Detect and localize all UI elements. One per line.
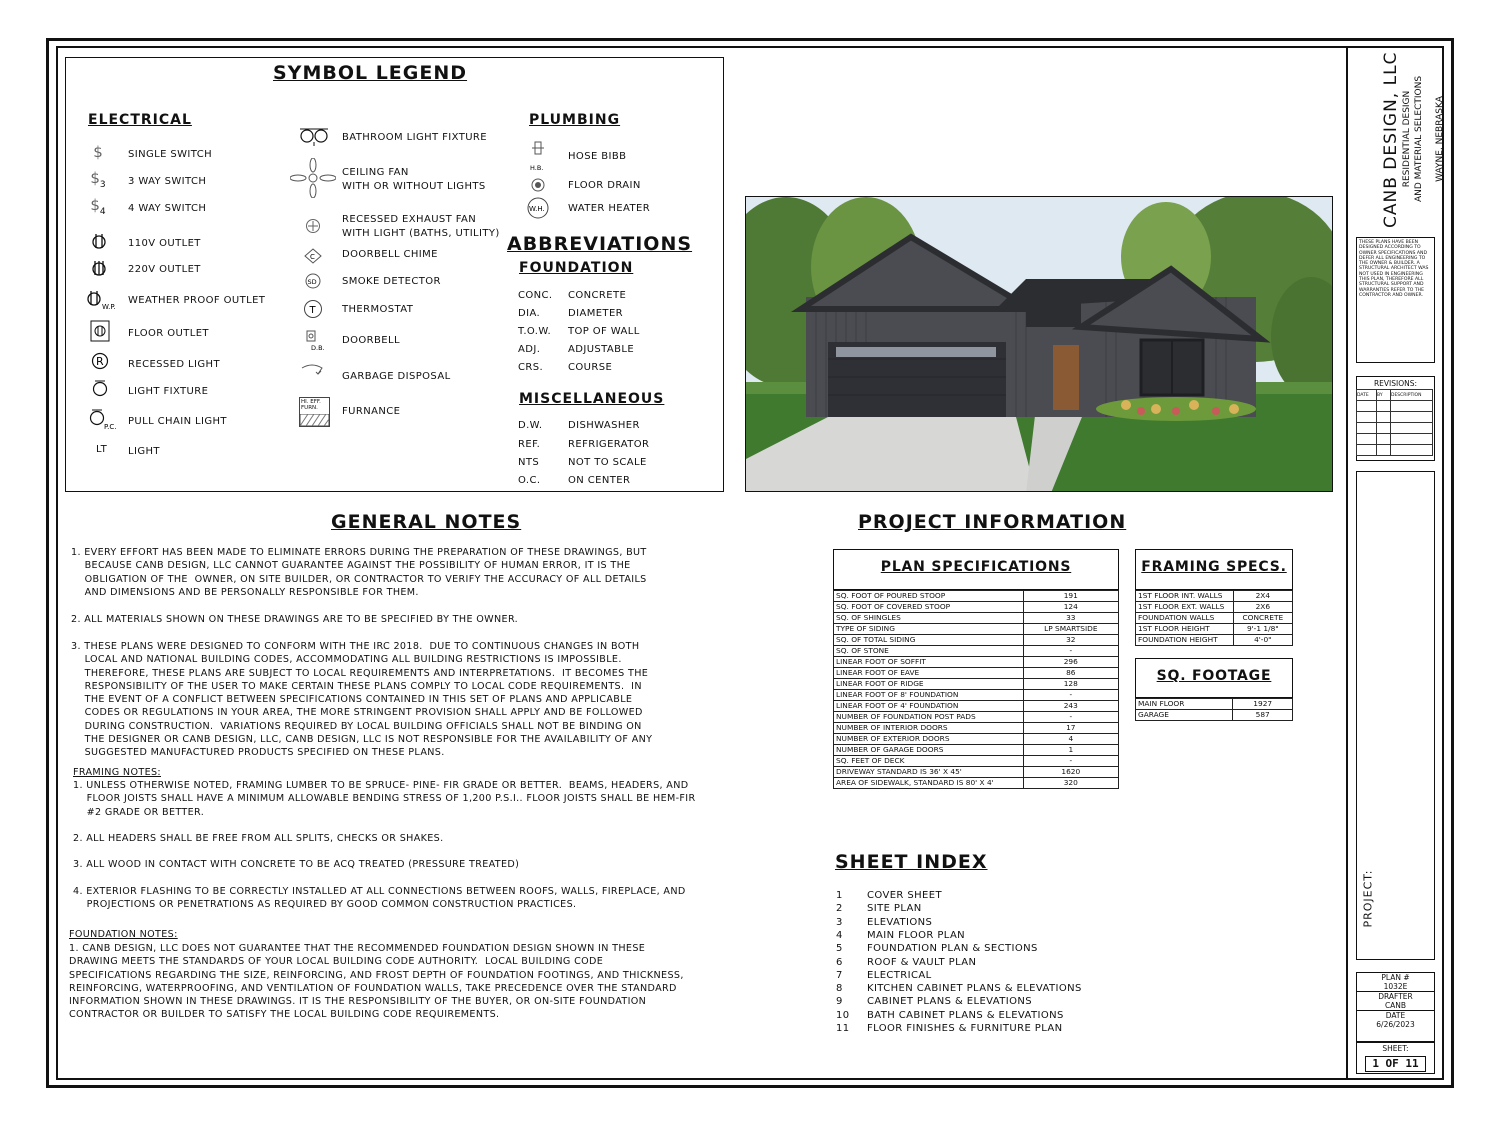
- spec-row: [1136, 635, 1293, 646]
- company-tagline-1: RESIDENTIAL DESIGN: [1402, 90, 1412, 188]
- abbr: D.W.: [518, 420, 543, 431]
- spec-label: NUMBER OF INTERIOR DOORS: [834, 723, 1024, 734]
- spec-value: 320: [1023, 778, 1118, 789]
- sheet-index-number: 8: [836, 983, 843, 995]
- spec-row: [834, 624, 1119, 635]
- company-name: CANB DESIGN, LLC: [1381, 51, 1401, 228]
- legend-label: HOSE BIBB: [568, 151, 627, 162]
- spec-label: LINEAR FOOT OF SOFFIT: [834, 657, 1024, 668]
- spec-row: [1136, 624, 1293, 635]
- disclaimer-text: THESE PLANS HAVE BEEN DESIGNED ACCORDING TO OWNER SPECIFICATIONS AND DEFER ALL ENGINEERING TO THE OWNER & BUILDER. A STRUCTURAL ARCHITECT WAS NOT USED IN ENGINEERING THIS PLAN, THEREFORE ALL STRUCTURAL SUPPORT AND WARRANTIES REFER TO THE CONTRACTOR AND OWNER.: [1359, 240, 1429, 298]
- spec-row: [834, 613, 1119, 624]
- legend-label: FURNANCE: [342, 406, 401, 417]
- spec-value: 1927: [1233, 699, 1293, 710]
- legend-label: RECESSED EXHAUST FAN WITH LIGHT (BATHS, UTILITY): [342, 214, 500, 239]
- legend-label: FLOOR OUTLET: [128, 328, 209, 339]
- sheet-index-number: 10: [836, 1009, 850, 1021]
- legend-label: 110V OUTLET: [128, 238, 201, 249]
- framing-note-1: 1. UNLESS OTHERWISE NOTED, FRAMING LUMBER TO BE SPRUCE- PINE- FIR GRADE OR BETTER. BEAMS, HEADERS, AND FLOOR JOISTS SHALL HAVE A MINIMUM ALLOWABLE BENDING STRESS OF 1,200 P.S.I.. FLOOR JOISTS SHALL BE HEM-FIR #2 GRADE OR BETTER.: [73, 780, 696, 818]
- abbr-full: ON CENTER: [568, 475, 631, 486]
- spec-row: [834, 712, 1119, 723]
- water-heater-icon: [524, 197, 552, 219]
- svg-text:P.C.: P.C.: [104, 423, 117, 431]
- sheet-number-box: [1356, 1042, 1435, 1074]
- framing-note-2: 2. ALL HEADERS SHALL BE FREE FROM ALL SPLITS, CHECKS OR SHAKES.: [73, 833, 444, 844]
- four-way-switch-icon: $\$_4$: [90, 196, 106, 217]
- abbr-full: ADJUSTABLE: [568, 344, 635, 355]
- spec-label: SQ. OF TOTAL SIDING: [834, 635, 1024, 646]
- single-switch-icon: $: [93, 143, 103, 161]
- legend-label: LIGHT FIXTURE: [128, 386, 209, 397]
- legend-label: FLOOR DRAIN: [568, 180, 641, 191]
- spec-row: [834, 745, 1119, 756]
- spec-row: [1136, 591, 1293, 602]
- legend-label: PULL CHAIN LIGHT: [128, 416, 227, 427]
- drafter-value: CANB: [1357, 1001, 1434, 1011]
- spec-row: [834, 657, 1119, 668]
- svg-text:W.H.: W.H.: [529, 205, 545, 213]
- sheet-index-title-item: SITE PLAN: [867, 903, 922, 915]
- sheet-index-title-item: BATH CABINET PLANS & ELEVATIONS: [867, 1009, 1064, 1021]
- abbr-full: CONCRETE: [568, 290, 627, 301]
- spec-label: LINEAR FOOT OF EAVE: [834, 668, 1024, 679]
- legend-label: CEILING FAN WITH OR WITHOUT LIGHTS: [342, 167, 486, 192]
- spec-label: TYPE OF SIDING: [834, 624, 1024, 635]
- furnace-icon: [299, 397, 330, 427]
- spec-row: [834, 756, 1119, 767]
- spec-value: 32: [1023, 635, 1118, 646]
- spec-label: NUMBER OF GARAGE DOORS: [834, 745, 1024, 756]
- framing-specs-title: FRAMING SPECS.: [1135, 549, 1293, 590]
- sheet-index-title-item: MAIN FLOOR PLAN: [867, 929, 966, 941]
- spec-value: 4'-0": [1233, 635, 1292, 646]
- 110v-outlet-icon: [90, 232, 108, 250]
- title-block-divider: [1346, 46, 1348, 1080]
- legend-label: GARBAGE DISPOSAL: [342, 371, 451, 382]
- abbreviations-title: ABBREVIATIONS: [507, 233, 693, 255]
- legend-label: SINGLE SWITCH: [128, 149, 213, 160]
- svg-text:SD: SD: [307, 278, 317, 286]
- spec-value: 9'-1 1/8": [1233, 624, 1292, 635]
- svg-text:T: T: [309, 305, 316, 316]
- rev-col-by: BY: [1377, 390, 1391, 401]
- light-fixture-icon: [91, 379, 109, 397]
- spec-value: LP SMARTSIDE: [1023, 624, 1118, 635]
- legend-label: DOORBELL: [342, 335, 400, 346]
- spec-label: LINEAR FOOT OF 4' FOUNDATION: [834, 701, 1024, 712]
- spec-label: GARAGE: [1136, 710, 1233, 721]
- abbr-full: COURSE: [568, 362, 613, 373]
- spec-value: 4: [1023, 734, 1118, 745]
- svg-text:H.B.: H.B.: [530, 164, 544, 172]
- abbr: NTS: [518, 457, 540, 468]
- spec-row: [1136, 699, 1293, 710]
- rev-col-date: DATE: [1357, 390, 1377, 401]
- spec-row: [834, 723, 1119, 734]
- legend-label: 220V OUTLET: [128, 264, 201, 275]
- thermostat-icon: [303, 299, 323, 319]
- spec-label: NUMBER OF FOUNDATION POST PADS: [834, 712, 1024, 723]
- house-rendering: [745, 196, 1333, 492]
- spec-label: SQ. OF SHINGLES: [834, 613, 1024, 624]
- three-way-switch-icon: $\$_3$: [90, 169, 106, 190]
- sheet-index-number: 6: [836, 956, 843, 968]
- drafter-label: DRAFTER: [1378, 992, 1413, 1001]
- sheet-index-title-item: CABINET PLANS & ELEVATIONS: [867, 996, 1033, 1008]
- spec-row: [834, 734, 1119, 745]
- abbr: O.C.: [518, 475, 541, 486]
- legend-label: THERMOSTAT: [342, 304, 414, 315]
- spec-value: 296: [1023, 657, 1118, 668]
- company-block: [1355, 51, 1445, 234]
- spec-row: [834, 767, 1119, 778]
- spec-row: [1136, 710, 1293, 721]
- svg-text:R: R: [96, 355, 104, 368]
- spec-value: -: [1023, 646, 1118, 657]
- doorbell-chime-icon: [304, 248, 322, 264]
- legend-label: WEATHER PROOF OUTLET: [128, 295, 266, 306]
- rev-col-description: DESCRIPTION: [1391, 390, 1433, 401]
- spec-row: [834, 701, 1119, 712]
- spec-label: 1ST FLOOR INT. WALLS: [1136, 591, 1234, 602]
- revisions-table: [1356, 389, 1433, 456]
- smoke-detector-icon: [304, 273, 322, 289]
- company-location: WAYNE, NEBRASKA: [1435, 96, 1445, 182]
- spec-label: SQ. FOOT OF POURED STOOP: [834, 591, 1024, 602]
- foundation-abbr-heading: FOUNDATION: [519, 260, 634, 276]
- hose-bibb-icon: [528, 140, 550, 172]
- pull-chain-light-icon: [86, 407, 124, 431]
- doorbell-icon: [304, 329, 330, 353]
- abbr: REF.: [518, 439, 541, 450]
- plan-number-value: 1032E: [1357, 982, 1434, 992]
- abbr: CONC.: [518, 290, 553, 301]
- sheet-index-title: SHEET INDEX: [835, 851, 988, 873]
- spec-value: 2X6: [1233, 602, 1292, 613]
- spec-label: SQ. OF STONE: [834, 646, 1024, 657]
- date-value: 6/26/2023: [1376, 1020, 1415, 1029]
- bathroom-light-icon: [298, 126, 330, 148]
- spec-label: 1ST FLOOR EXT. WALLS: [1136, 602, 1234, 613]
- 220v-outlet-icon: [90, 259, 108, 277]
- svg-text:W.P.: W.P.: [102, 303, 116, 310]
- sheet-index-number: 7: [836, 969, 843, 981]
- plan-specifications-table: [833, 590, 1119, 789]
- legend-label: 3 WAY SWITCH: [128, 176, 207, 187]
- sheet-index-title-item: ELECTRICAL: [867, 969, 932, 981]
- abbr-full: TOP OF WALL: [568, 326, 640, 337]
- floor-drain-icon: [531, 178, 545, 192]
- spec-value: 124: [1023, 602, 1118, 613]
- plumbing-heading: PLUMBING: [529, 112, 621, 128]
- abbr: T.O.W.: [518, 326, 552, 337]
- sheet-index-number: 2: [836, 903, 843, 915]
- abbr: DIA.: [518, 308, 541, 319]
- sheet-index-title-item: COVER SHEET: [867, 890, 942, 901]
- light-lt-symbol: LT: [96, 444, 108, 455]
- misc-abbr-heading: MISCELLANEOUS: [519, 391, 665, 407]
- foundation-note-1: 1. CANB DESIGN, LLC DOES NOT GUARANTEE THAT THE RECOMMENDED FOUNDATION DESIGN SHOWN IN THESE DRAWING MEETS THE STANDARDS OF YOUR LOCAL BUILDING CODE AUTHORITY. LOCAL BUILDING CODE SPECIFICATIONS REGARDING THE SIZE, REINFORCING, AND FROST DEPTH OF FOUNDATION FOOTINGS, AND THICKNESS, REINFORCING, WATERPROOFING, AND VENTILATION OF FOUNDATION WALLS, TAKE PRECEDENCE OVER THE STANDARD INFORMATION SHOWN IN THESE DRAWINGS. IT IS THE RESPONSIBILITY OF THE BUYER, OR ON-SITE FOUNDATION CONTRACTOR OR BUILDER TO SATISFY THE LOCAL BUILDING CODE REQUIREMENTS.: [69, 943, 684, 1021]
- revisions-label: REVISIONS:: [1373, 379, 1418, 388]
- legend-label: 4 WAY SWITCH: [128, 203, 207, 214]
- symbol-legend-title: SYMBOL LEGEND: [273, 62, 468, 84]
- foundation-notes-heading: FOUNDATION NOTES:: [69, 929, 178, 940]
- legend-label: BATHROOM LIGHT FIXTURE: [342, 132, 487, 143]
- spec-label: 1ST FLOOR HEIGHT: [1136, 624, 1234, 635]
- spec-value: -: [1023, 690, 1118, 701]
- framing-note-3: 3. ALL WOOD IN CONTACT WITH CONCRETE TO BE ACQ TREATED (PRESSURE TREATED): [73, 859, 520, 870]
- framing-note-4: 4. EXTERIOR FLASHING TO BE CORRECTLY INSTALLED AT ALL CONNECTIONS BETWEEN ROOFS, WALLS, FIREPLACE, AND PROJECTIONS OR PENETRATIONS AS REQUIRED BY GOOD COMMON CONSTRUCTION PRACTICES.: [73, 886, 686, 911]
- sheet-index-title-item: ELEVATIONS: [867, 916, 933, 928]
- spec-value: 128: [1023, 679, 1118, 690]
- spec-value: 86: [1023, 668, 1118, 679]
- exhaust-fan-icon: [305, 218, 321, 234]
- spec-label: SQ. FOOT OF COVERED STOOP: [834, 602, 1024, 613]
- sheet-index-number: 5: [836, 943, 843, 955]
- spec-value: 587: [1233, 710, 1293, 721]
- spec-value: CONCRETE: [1233, 613, 1292, 624]
- spec-row: [834, 679, 1119, 690]
- legend-label: WATER HEATER: [568, 203, 651, 214]
- sq-footage-table: [1135, 698, 1293, 721]
- plan-info-box: [1356, 972, 1435, 1042]
- spec-value: -: [1023, 756, 1118, 767]
- plan-specifications-title: PLAN SPECIFICATIONS: [833, 549, 1119, 590]
- abbr-full: NOT TO SCALE: [568, 457, 647, 468]
- spec-row: [834, 591, 1119, 602]
- spec-value: 33: [1023, 613, 1118, 624]
- sheet-index-title-item: KITCHEN CABINET PLANS & ELEVATIONS: [867, 983, 1082, 995]
- plan-number-label: PLAN #: [1381, 973, 1410, 982]
- floor-outlet-icon: [90, 320, 110, 342]
- recessed-light-icon: [91, 352, 109, 370]
- spec-row: [834, 690, 1119, 701]
- legend-label: LIGHT: [128, 446, 160, 457]
- electrical-heading: ELECTRICAL: [88, 112, 192, 128]
- spec-value: 2X4: [1233, 591, 1292, 602]
- note-2: 2. ALL MATERIALS SHOWN ON THESE DRAWINGS ARE TO BE SPECIFIED BY THE OWNER.: [71, 614, 519, 625]
- spec-value: 243: [1023, 701, 1118, 712]
- abbr-full: DISHWASHER: [568, 420, 640, 431]
- general-notes-title: GENERAL NOTES: [331, 511, 522, 533]
- project-information-title: PROJECT INFORMATION: [858, 511, 1127, 533]
- abbr-full: DIAMETER: [568, 308, 624, 319]
- sheet-index-number: 3: [836, 916, 843, 928]
- framing-specs-table: [1135, 590, 1293, 646]
- sheet-index-number: 11: [836, 1023, 850, 1034]
- weather-proof-outlet-icon: [84, 288, 122, 310]
- svg-text:C: C: [310, 253, 315, 261]
- spec-value: 17: [1023, 723, 1118, 734]
- abbr: ADJ.: [518, 344, 541, 355]
- spec-label: LINEAR FOOT OF RIDGE: [834, 679, 1024, 690]
- furnace-symbol-text: HI. EFF. FURN.: [301, 399, 321, 411]
- sheet-index-number: 4: [836, 929, 843, 941]
- spec-value: 1: [1023, 745, 1118, 756]
- sheet-index-number: 9: [836, 996, 843, 1008]
- project-box: [1356, 471, 1435, 960]
- ceiling-fan-icon: [290, 158, 336, 198]
- spec-label: SQ. FEET OF DECK: [834, 756, 1024, 767]
- sheet-index-number: 1: [836, 890, 843, 901]
- project-label: PROJECT:: [1361, 869, 1375, 928]
- sheet-value: 1 OF 11: [1365, 1056, 1426, 1072]
- spec-value: 191: [1023, 591, 1118, 602]
- company-tagline-2: AND MATERIAL SELECTIONS: [1414, 75, 1424, 203]
- disclaimer-box: [1356, 237, 1435, 363]
- disposal-icon: [300, 362, 328, 380]
- sheet-index-title-item: FOUNDATION PLAN & SECTIONS: [867, 943, 1038, 955]
- spec-row: [834, 602, 1119, 613]
- note-3: 3. THESE PLANS WERE DESIGNED TO CONFORM WITH THE IRC 2018. DUE TO CONTINUOUS CHANGES IN BOTH LOCAL AND NATIONAL BUILDING CODES, ACCOMMODATING ALL BUILDING RESTRICTIONS IS IMPOSSIBLE. THEREFORE, THESE PLANS ARE SUBJECT TO LOCAL REQUIREMENTS AND INTERPRETATIONS. IT BECOMES THE RESPONSIBILITY OF THE USER TO MAKE CERTAIN THESE PLANS COMPLY TO LOCAL CODE REQUIREMENTS. IN THE EVENT OF A CONFLICT BETWEEN SPECIFICATIONS CONTAINED IN THIS SET OF PLANS AND APPLICABLE CODES OR REGULATIONS IN YOUR AREA, THE MORE STRINGENT PROVISION SHALL APPLY AND BE FOLLOWED DURING CONSTRUCTION. VARIATIONS REQUIRED BY LOCAL BUILDING OFFICIALS SHALL NOT BE BINDING ON THE DESIGNER OR CANB DESIGN, LLC, CANB DESIGN, LLC IS NOT RESPONSIBLE FOR THE AVAILABILITY OF ANY SUGGESTED MANUFACTURED PRODUCTS SPECIFIED ON THESE PLANS.: [71, 641, 653, 759]
- spec-row: [834, 646, 1119, 657]
- framing-notes-heading: FRAMING NOTES:: [73, 767, 161, 778]
- spec-label: FOUNDATION HEIGHT: [1136, 635, 1234, 646]
- spec-label: FOUNDATION WALLS: [1136, 613, 1234, 624]
- sq-footage-title: SQ. FOOTAGE: [1135, 658, 1293, 698]
- spec-row: [1136, 602, 1293, 613]
- spec-label: MAIN FLOOR: [1136, 699, 1233, 710]
- spec-value: 1620: [1023, 767, 1118, 778]
- abbr-full: REFRIGERATOR: [568, 439, 650, 450]
- sheet-label: SHEET:: [1382, 1044, 1409, 1053]
- svg-text:D.B.: D.B.: [311, 344, 325, 352]
- note-1: 1. EVERY EFFORT HAS BEEN MADE TO ELIMINATE ERRORS DURING THE PREPARATION OF THESE DRAWINGS, BUT BECAUSE CANB DESIGN, LLC CANNOT GUARANTEE AGAINST THE POSSIBILITY OF HUMAN ERROR, IT IS THE OBLIGATION OF THE OWNER, ON SITE BUILDER, OR CONTRACTOR TO VERIFY THE ACCURACY OF ALL DETAILS AND DIMENSIONS AND BE PERSONALLY RESPONSIBLE FOR THEM.: [71, 547, 647, 598]
- legend-label: RECESSED LIGHT: [128, 359, 220, 370]
- abbr: CRS.: [518, 362, 544, 373]
- legend-label: SMOKE DETECTOR: [342, 276, 441, 287]
- sheet-index-title-item: FLOOR FINISHES & FURNITURE PLAN: [867, 1023, 1063, 1034]
- date-label: DATE: [1385, 1011, 1406, 1020]
- spec-row: [834, 668, 1119, 679]
- spec-value: -: [1023, 712, 1118, 723]
- spec-label: DRIVEWAY STANDARD IS 36' X 45': [834, 767, 1024, 778]
- spec-label: AREA OF SIDEWALK, STANDARD IS 80' X 4': [834, 778, 1024, 789]
- spec-row: [834, 778, 1119, 789]
- spec-row: [1136, 613, 1293, 624]
- spec-row: [834, 635, 1119, 646]
- spec-label: NUMBER OF EXTERIOR DOORS: [834, 734, 1024, 745]
- spec-label: LINEAR FOOT OF 8' FOUNDATION: [834, 690, 1024, 701]
- sheet-index-title-item: ROOF & VAULT PLAN: [867, 956, 977, 968]
- legend-label: DOORBELL CHIME: [342, 249, 438, 260]
